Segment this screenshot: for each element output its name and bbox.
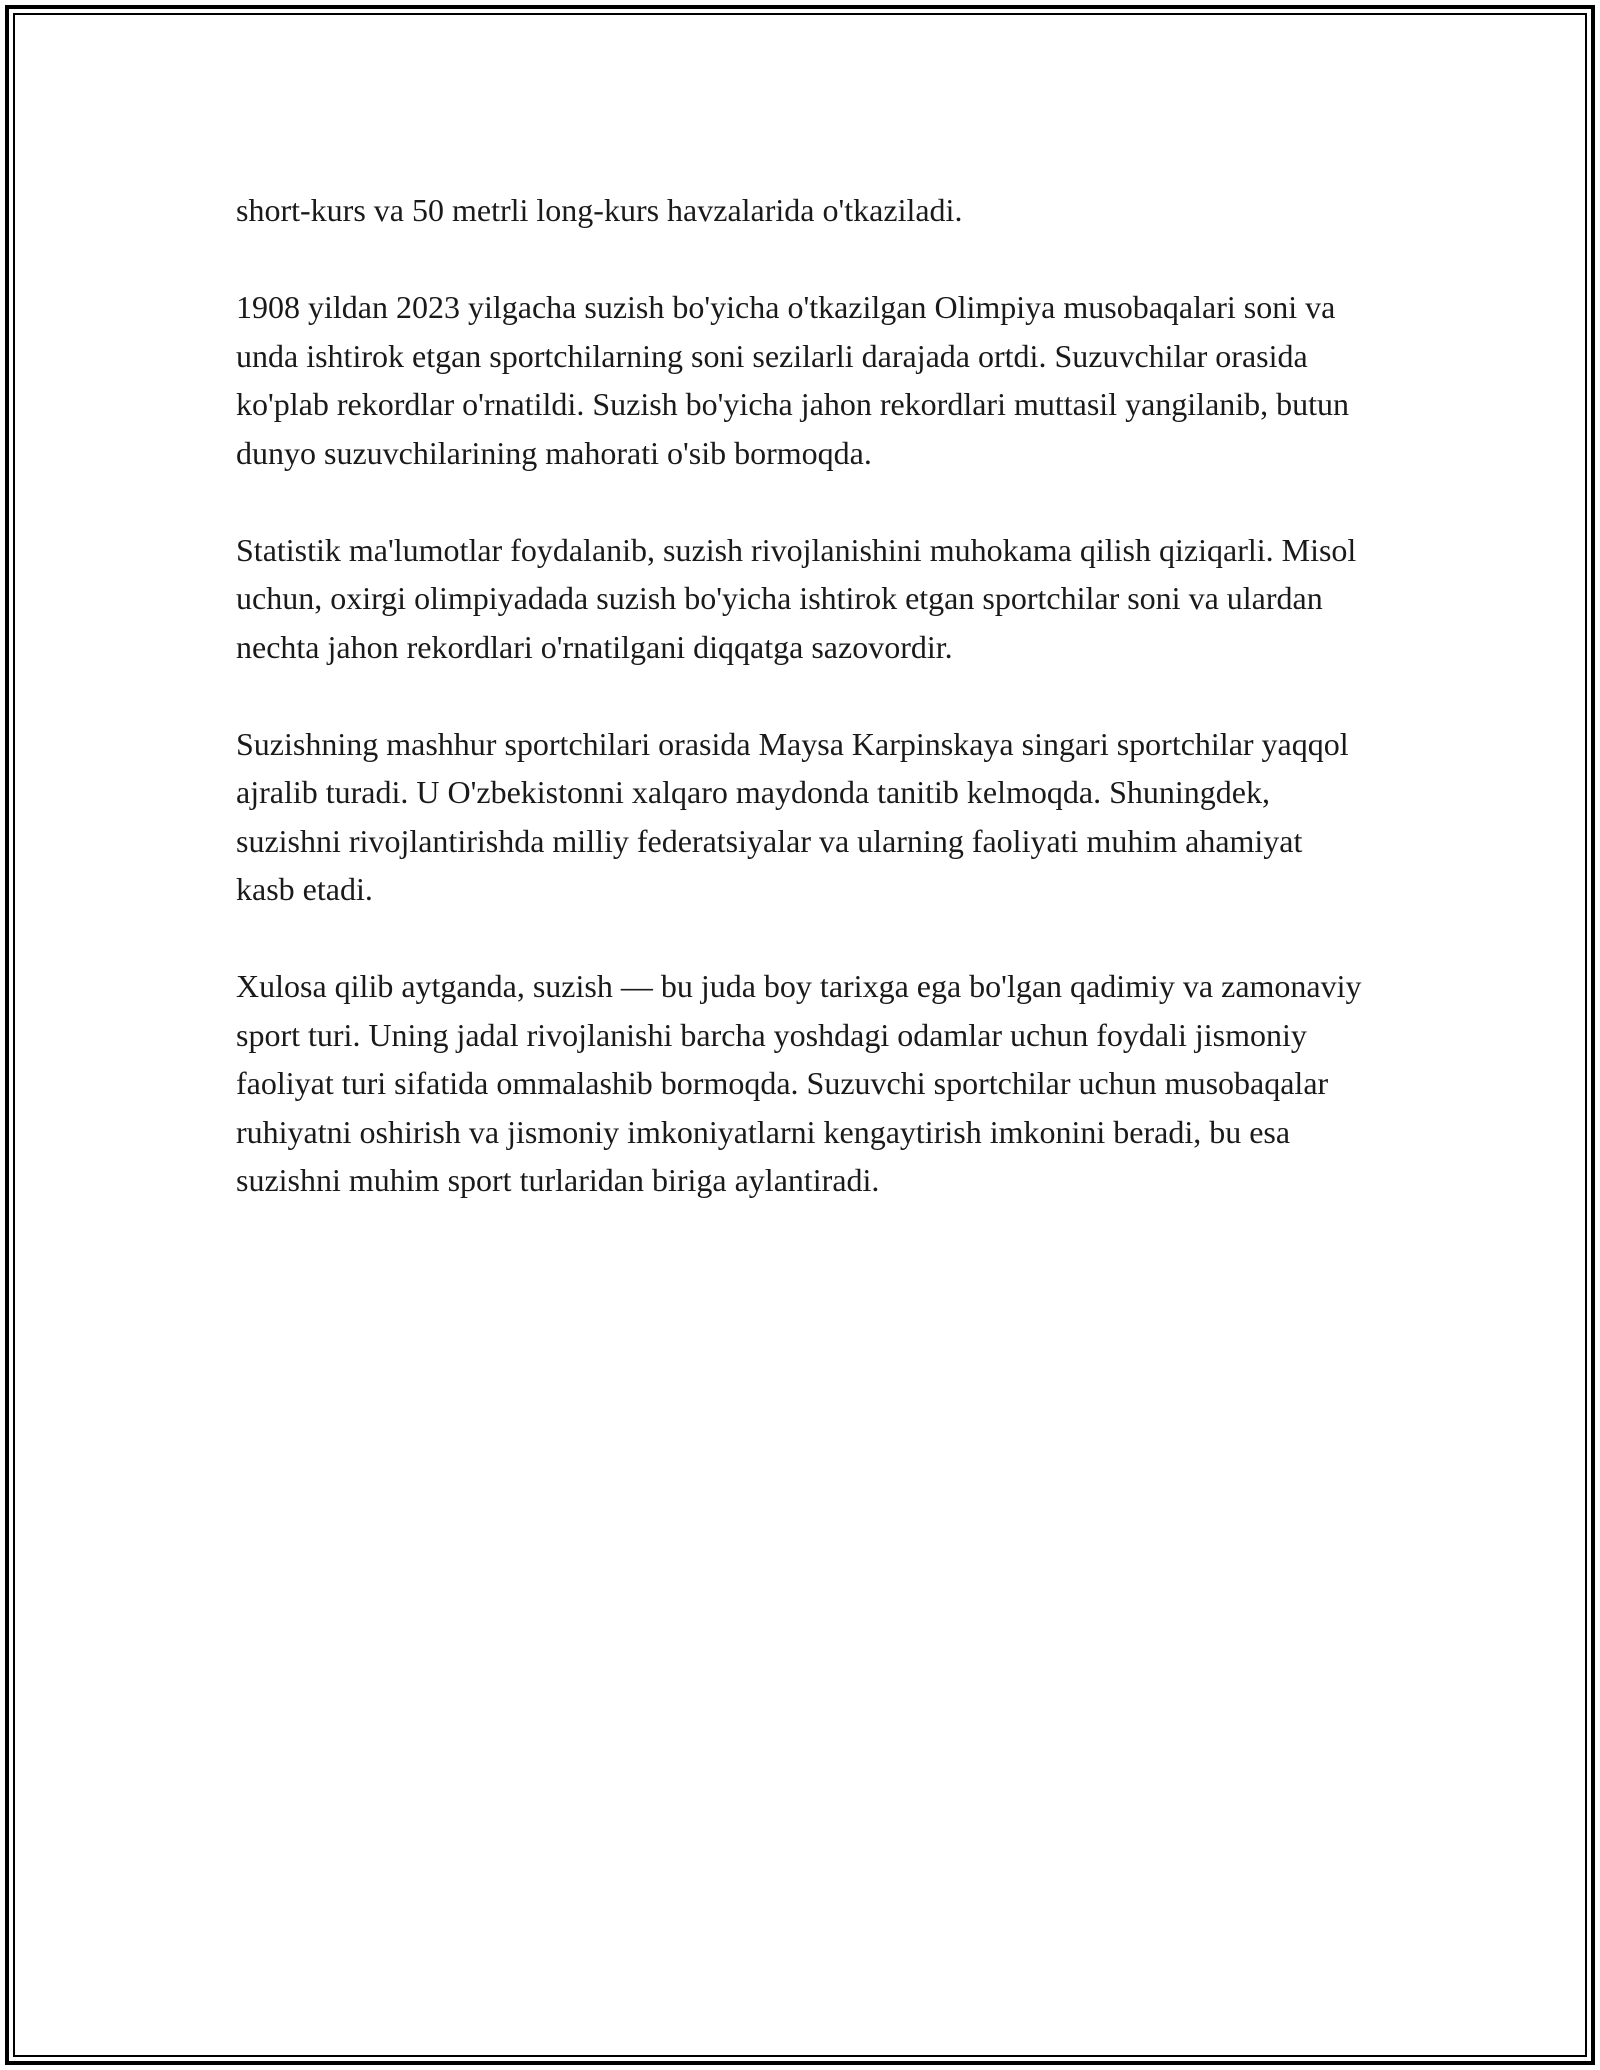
paragraph: Xulosa qilib aytganda, suzish — bu juda boy tarixga ega bo'lgan qadimiy va zamonaviy sport turi. Uning jadal rivojlanishi barcha yoshdagi odamlar uchun foydali jismoniy faoliyat turi sifatida ommalashib bormoqda. Suzuvchi sportchilar uchun musobaqalar ruhiyatni oshirish va jismoniy imkoniyatlarni kengaytirish imkonini beradi, bu esa suzishni muhim sport turlaridan biriga aylantiradi. <box>236 968 1362 1198</box>
paragraph: 1908 yildan 2023 yilgacha suzish bo'yicha o'tkazilgan Olimpiya musobaqalari soni va unda ishtirok etgan sportchilarning soni sezilarli darajada ortdi. Suzuvchilar orasida ko'plab rekordlar o'rnatildi. Suzish bo'yicha jahon rekordlari muttasil yangilanib, butun dunyo suzuvchilarining mahorati o'sib bormoqda. <box>236 289 1350 471</box>
paragraph: Suzishning mashhur sportchilari orasida Maysa Karpinskaya singari sportchilar yaqqol ajralib turadi. U O'zbekistonni xalqaro maydonda tanitib kelmoqda. Shuningdek, suzishni rivojlantirishda milliy federatsiyalar va ularning faoliyati muhim ahamiyat kasb etadi. <box>236 725 1349 907</box>
paragraph: short-kurs va 50 metrli long-kurs havzalarida o'tkaziladi. <box>236 192 963 228</box>
paragraph: Statistik ma'lumotlar foydalanib, suzish rivojlanishini muhokama qilish qiziqarli. Misol uchun, oxirgi olimpiyadada suzish bo'yicha ishtirok etgan sportchilar soni va ulardan nechta jahon rekordlari o'rnatilgani diqqatga sazovordir. <box>236 531 1357 665</box>
document-body <box>236 186 1366 1205</box>
